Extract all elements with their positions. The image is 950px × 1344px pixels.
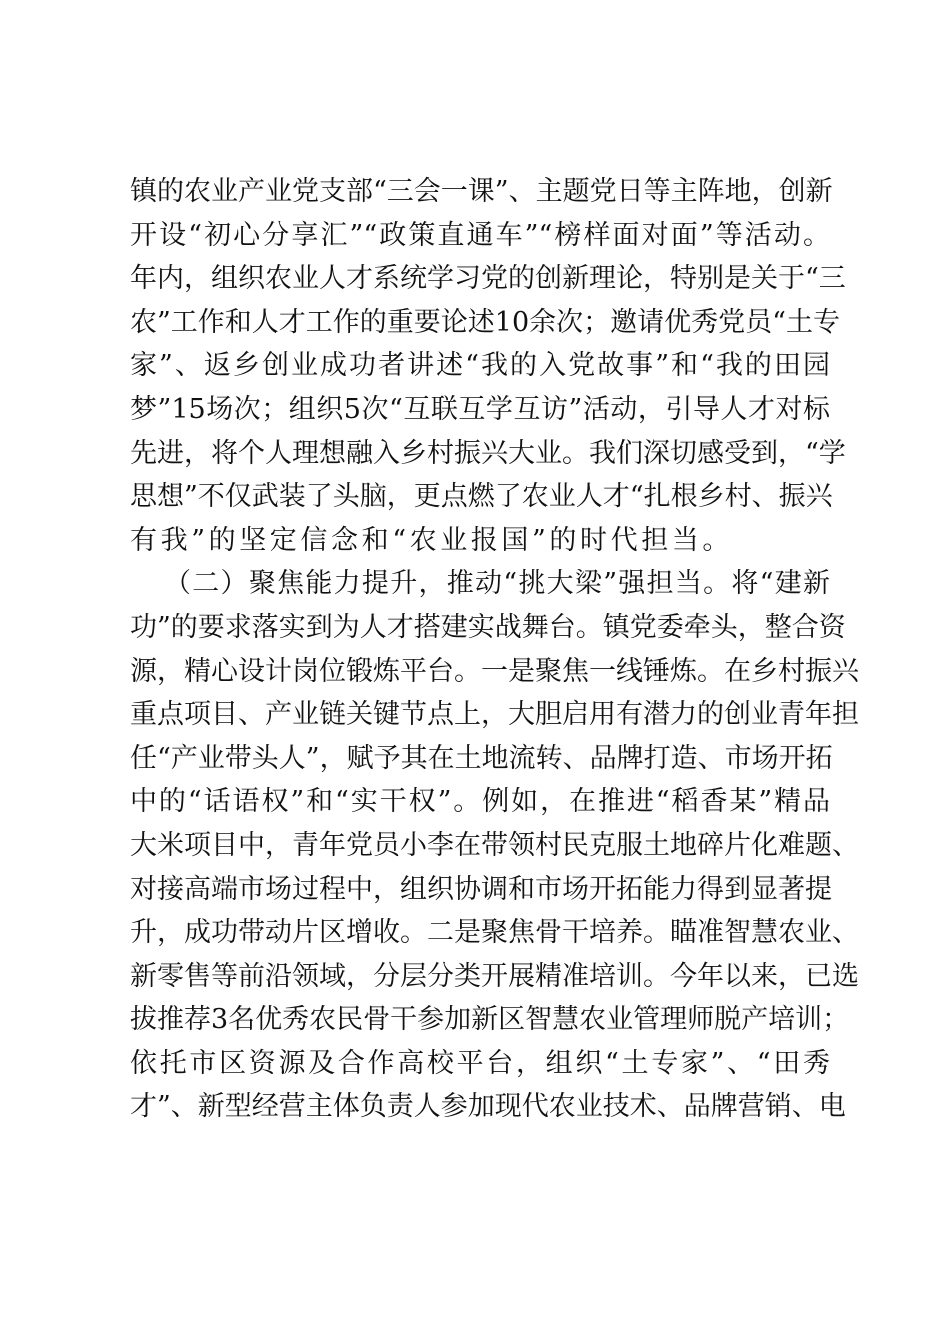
text-line: 梦”15场次；组织5次“互联互学互访”活动，引导人才对标 <box>130 393 830 425</box>
paragraph-study-thought <box>130 170 846 562</box>
text-line: 思想”不仅武装了头脑，更点燃了农业人才“扎根乡村、振兴 <box>130 481 833 513</box>
section-heading-line: （二）聚焦能力提升，推动“挑大梁”强担当。将“建新 <box>164 568 830 600</box>
text-line: 对接高端市场过程中，组织协调和市场开拓能力得到显著提 <box>130 873 832 905</box>
text-line-last: 有我”的坚定信念和“农业报国”的时代担当。 <box>130 524 734 556</box>
text-line: 先进，将个人理想融入乡村振兴大业。我们深切感受到，“学 <box>130 437 846 469</box>
text-line: 源，精心设计岗位锻炼平台。一是聚焦一线锤炼。在乡村振兴 <box>130 655 859 687</box>
text-line: 年内，组织农业人才系统学习党的创新理论，特别是关于“三 <box>130 263 846 295</box>
text-line: 新零售等前沿领域，分层分类开展精准培训。今年以来，已选 <box>130 960 859 992</box>
text-line: 中的“话语权”和“实干权”。例如，在推进“稻香某”精品 <box>130 786 830 818</box>
text-line: 升，成功带动片区增收。二是聚焦骨干培养。瞄准智慧农业、 <box>130 917 859 949</box>
text-line: 大米项目中，青年党员小李在带领村民克服土地碎片化难题、 <box>130 829 859 861</box>
text-line: 开设“初心分享汇”“政策直通车”“榜样面对面”等活动。 <box>130 219 830 251</box>
text-line: 拔推荐3名优秀农民骨干参加新区智慧农业管理师脱产培训； <box>130 1004 850 1036</box>
text-line: 重点项目、产业链关键节点上，大胆启用有潜力的创业青年担 <box>130 699 859 731</box>
text-line: 才”、新型经营主体负责人参加现代农业技术、品牌营销、电 <box>130 1091 846 1123</box>
text-line: 家”、返乡创业成功者讲述“我的入党故事”和“我的田园 <box>130 350 830 382</box>
document-body <box>130 170 859 1129</box>
paragraph-capability-improvement <box>130 562 859 1129</box>
text-line: 镇的农业产业党支部“三会一课”、主题党日等主阵地，创新 <box>130 176 833 207</box>
text-line: 任“产业带头人”，赋予其在土地流转、品牌打造、市场开拓 <box>130 742 833 774</box>
text-line: 功”的要求落实到为人才搭建实战舞台。镇党委牵头，整合资 <box>130 611 846 643</box>
text-line: 依托市区资源及合作高校平台，组织“土专家”、“田秀 <box>130 1047 830 1079</box>
text-line: 农”工作和人才工作的重要论述10余次；邀请优秀党员“土专 <box>130 306 840 338</box>
